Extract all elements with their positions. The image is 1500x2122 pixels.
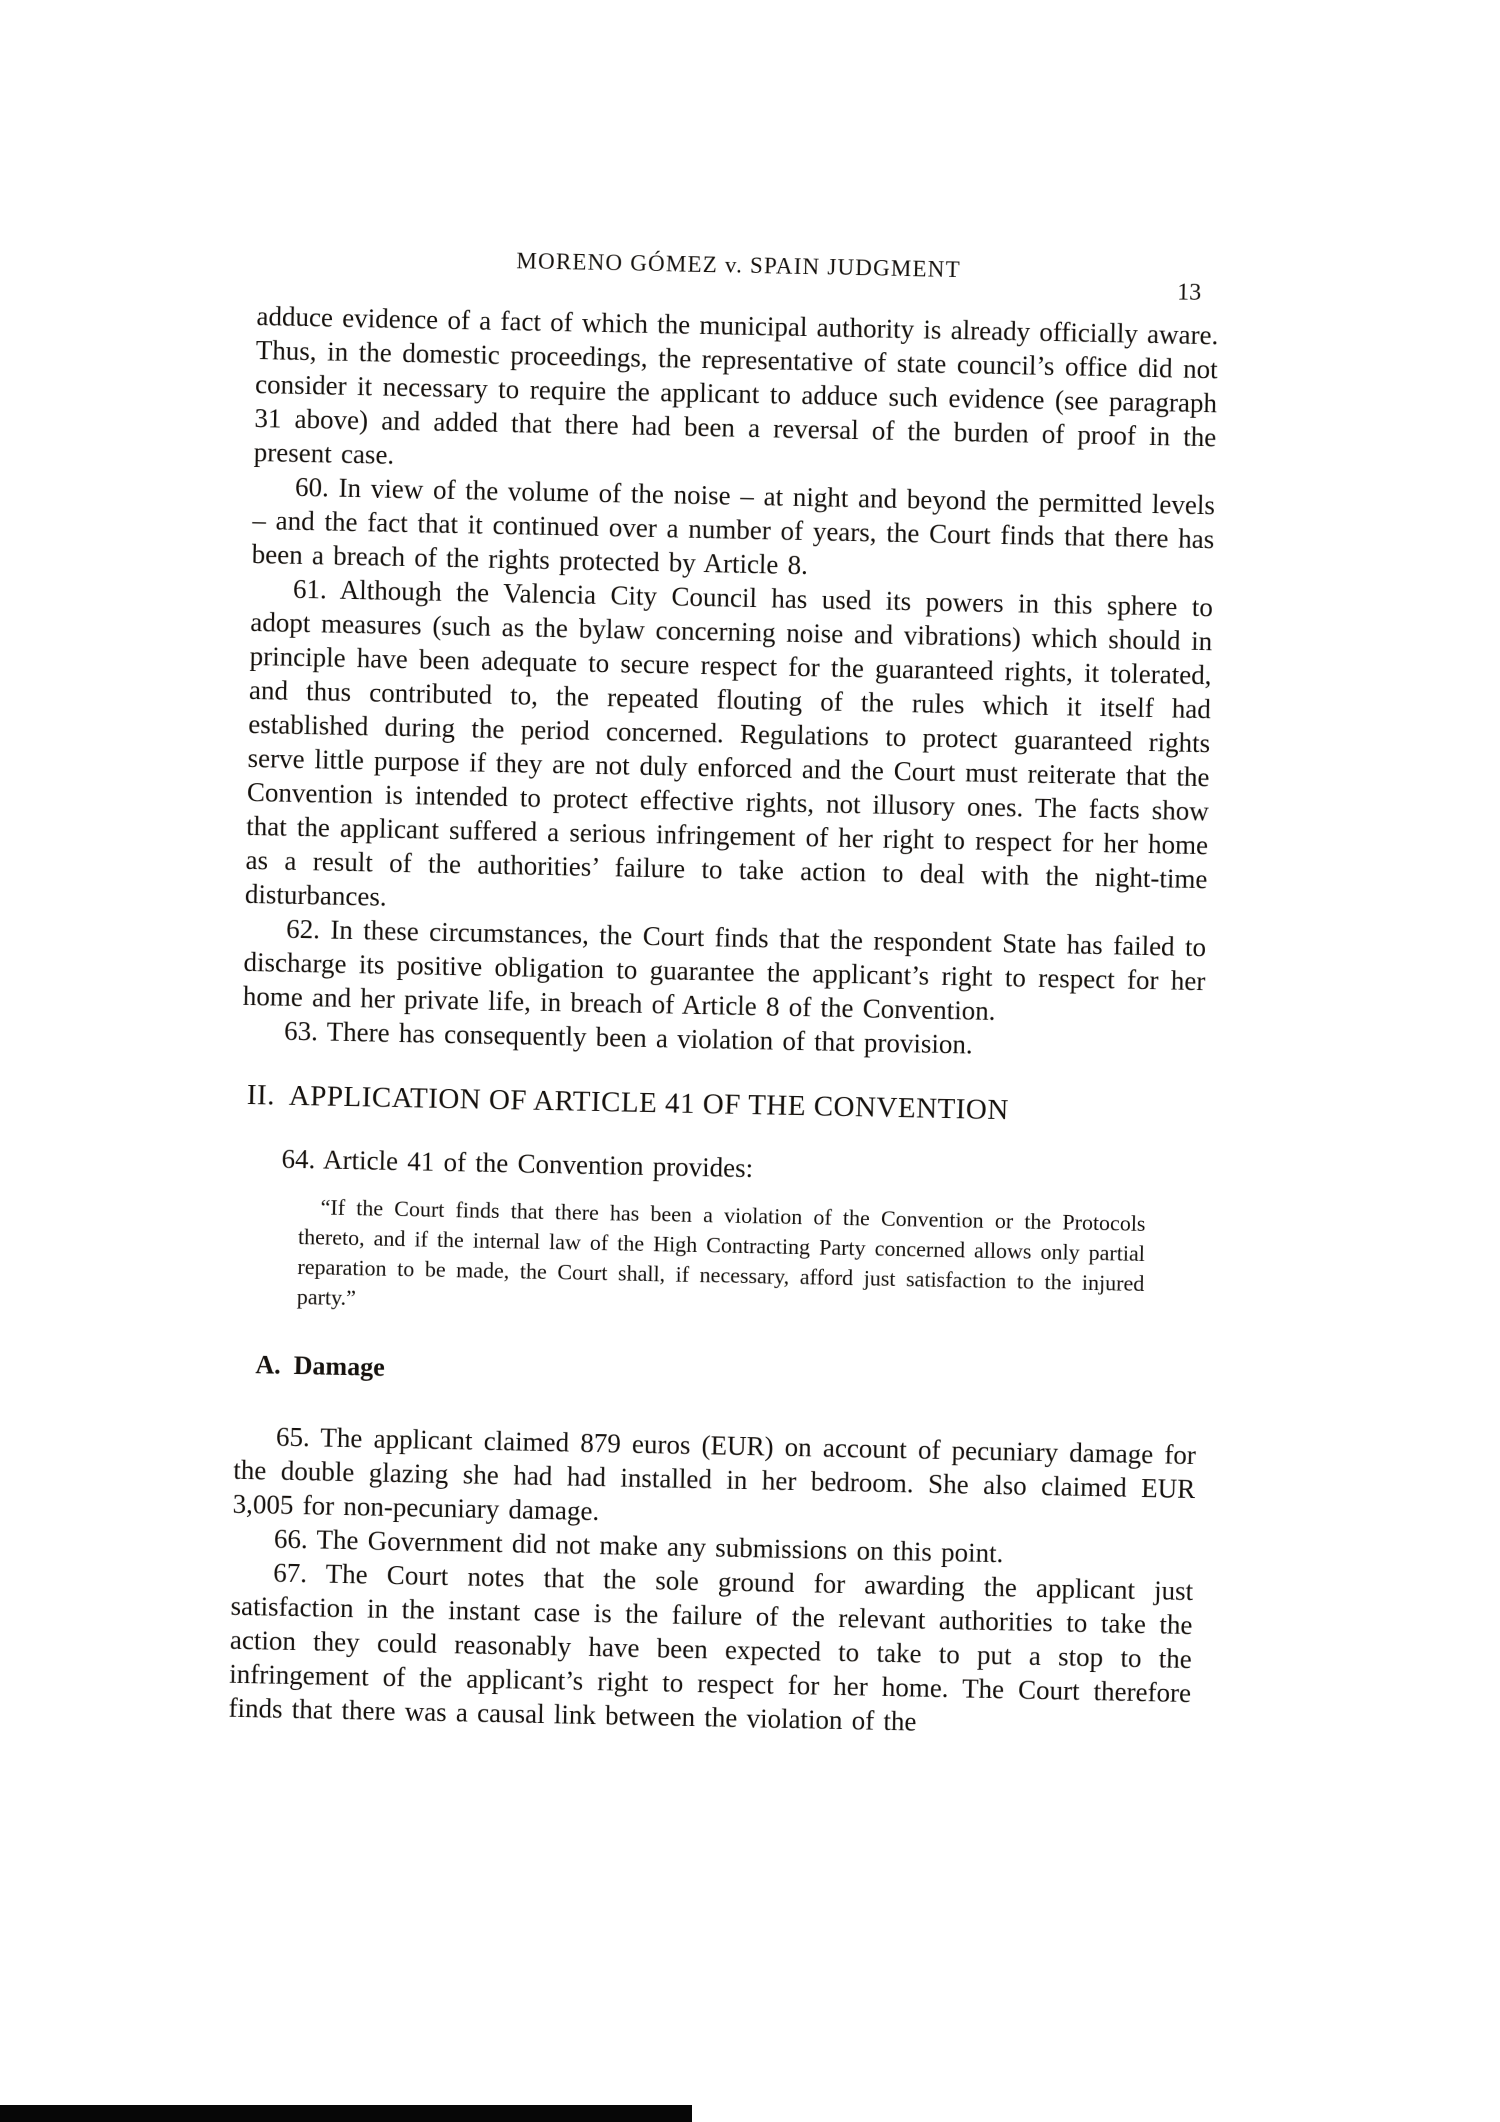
page-content	[228, 243, 1220, 1744]
paragraph-60: 60. In view of the volume of the noise – at night and beyond the permitted levels – and the fact that it continued over a number of years, the Court finds that there has been a breach of the rights protected by Article 8.	[251, 471, 1216, 581]
paragraph-65: 65. The applicant claimed 879 euros (EUR) on account of pecuniary damage for the double glazing she had had installed in her bedroom. She also claimed EUR 3,005 for non-pecuniary damage.	[232, 1421, 1197, 1527]
page-number: 13	[1176, 279, 1202, 306]
running-title: MORENO GÓMEZ v. SPAIN JUDGMENT	[516, 248, 962, 283]
paragraph-66: 66. The Government did not make any submissions on this point.	[273, 1523, 1004, 1569]
paragraph-67: 67. The Court notes that the sole ground for awarding the applicant just satisfaction in the instant case is the failure of the relevant authorities to take the action they could reasonably have been expected to take to put a stop to the infringement of the applicant’s right to respect for her home. The Court therefore finds that there was a causal link between the violation of the	[228, 1557, 1194, 1737]
scanner-edge-artifact	[0, 2105, 692, 2122]
paragraph-63: 63. There has consequently been a violation of that provision.	[283, 1015, 973, 1060]
continuation-paragraph: adduce evidence of a fact of which the municipal authority is already officially aware. Thus, in the domestic proceedings, the representative of state council’s office did not consider it necessary to require the applicant to adduce such evidence (see paragraph 31 above) and added that there had been a reversal of the burden of proof in the present case.	[253, 300, 1219, 470]
paragraph-62: 62. In these circumstances, the Court finds that the respondent State has failed to discharge its positive obligation to guarantee the applicant’s right to respect for her home and her private life, in breach of Article 8 of the Convention.	[242, 913, 1207, 1026]
section-heading-application-article-41: II. APPLICATION OF ARTICLE 41 OF THE CONVENTION	[246, 1078, 1010, 1127]
page-header	[257, 243, 1219, 306]
article-41-quote: “If the Court finds that there has been a violation of the Convention or the Protocols thereto, and if the internal law of the High Contracting Party concerned allows only partial reparation to be made, the Court shall, if necessary, afford just satisfaction to the injured party.”	[296, 1194, 1146, 1311]
paragraph-61: 61. Although the Valencia City Council has used its powers in this sphere to adopt measures (such as the bylaw concerning noise and vibrations) which should in principle have been adequate to secure respect for the guaranteed rights, it tolerated, and thus contributed to, the repeated flouting of the rules which it itself had established during the period concerned. Regulations to protect guaranteed rights serve little purpose if they are not duly enforced and the Court must reiterate that the Convention is intended to protect effective rights, not illusory ones. The facts show that the applicant suffered a serious infringement of her right to respect for her home as a result of the authorities’ failure to take action to deal with the night-time disturbances.	[244, 573, 1214, 912]
paragraph-64: 64. Article 41 of the Convention provides:	[281, 1143, 754, 1184]
subsection-heading-damage: A. Damage	[255, 1350, 386, 1382]
